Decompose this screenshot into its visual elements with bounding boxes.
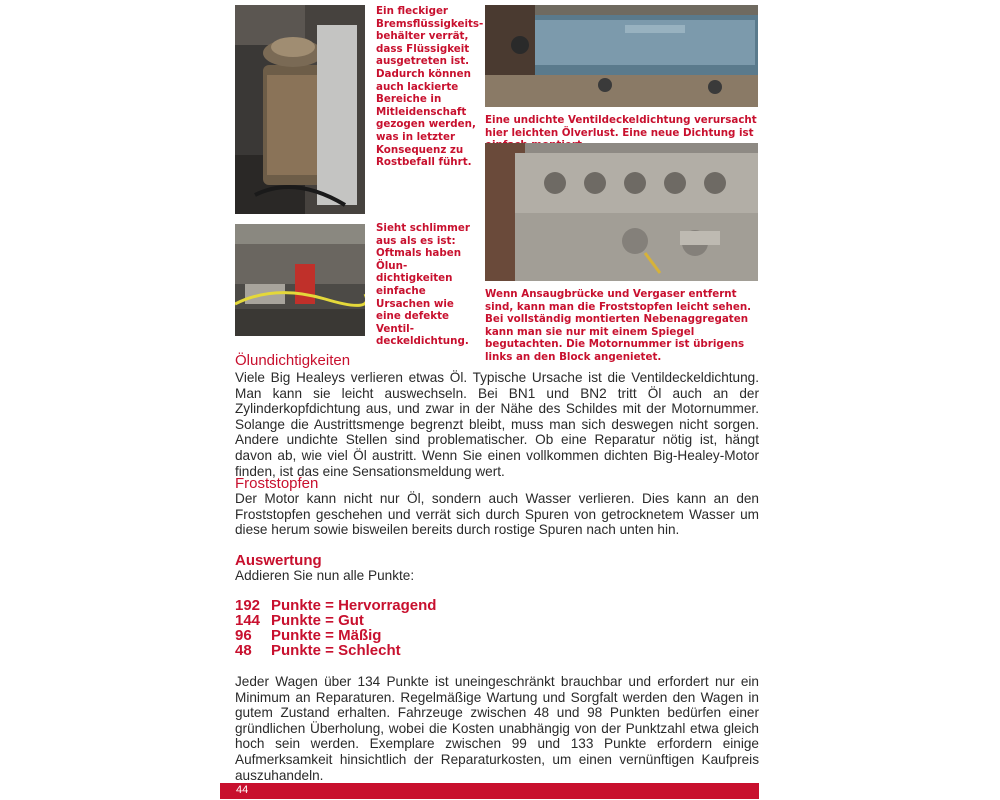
section-text-frost: Der Motor kann nicht nur Öl, sondern auch Wasser verlieren. Dies kann an den Froststopfen geschehen und verrät sich durch Spuren von getrocknetem Wasser um diese herum sowie bisweilen bereits durch rostige Spuren nach unten hin. (235, 491, 759, 538)
score-points: 144 (235, 612, 261, 629)
photo-engine-frost-plugs (485, 143, 758, 281)
page-number: 44 (236, 784, 249, 796)
photo-valve-cover (485, 5, 758, 107)
score-points: 48 (235, 642, 252, 659)
page-footer (220, 783, 759, 799)
score-label: Punkte = Hervorragend (271, 597, 437, 614)
photo-oil-leak (235, 224, 365, 336)
caption-brake-fluid: Ein fleckiger Bremsflüssigkeitsbehälter verrät, dass Flüssigkeit ausgetreten ist. Dadurch können auch lackierte Bereiche in Mitleidenschaft gezogen werden, was in letzter Konsequenz zu Rostbefall führt. (376, 5, 484, 169)
evaluation-intro: Addieren Sie nun alle Punkte: (235, 568, 415, 583)
caption-valve-cover: Eine undichte Ventildeckeldichtung verursacht hier leichten Ölverlust. Eine neue Dichtung ist (485, 114, 757, 139)
caption-oil-leak: Sieht schlimmer aus als es ist: Oftmals haben Ölundichtigkeiten einfache Ursachen wie eine defekte Ventildeckeldichtung. (376, 222, 470, 348)
photo-brake-fluid-reservoir (235, 5, 365, 214)
section-text-oil: Viele Big Healeys verlieren etwas Öl. Typische Ursache ist die Ventildeckeldichtung. Man kann sie leicht auswechseln. Bei BN1 und BN2 tritt Öl auch an der Zylinderkopfdichtung aus, und zwar in der Nähe des Schildes mit der Motornummer. Solange die Austrittsmenge begrenzt bleibt, muss man sich deswegen nicht sorgen. Andere undichte Stellen sind problematischer. Ob eine Reparatur nötig ist, hängt davon ab, wie viel Öl austritt. Wenn Sie einen vollkommen dichten Big-Healey-Motor finden, ist das eine Sensationsmeldung wert. (235, 370, 759, 479)
section-heading-frost: Froststopfen (235, 475, 319, 492)
score-label: Punkte = Mäßig (271, 627, 382, 644)
score-label: Punkte = Gut (271, 612, 364, 629)
caption-frost-plugs: Wenn Ansaugbrücke und Vergaser entfernt sind, kann man die Froststopfen leicht sehen. Bei vollständig montierten Nebenaggregaten kann man sie nur mit einem Spiegel begutachten. Die Motornummer ist übrigens links an den Block angenietet. (485, 288, 752, 363)
section-heading-oil: Ölundichtigkeiten (235, 352, 351, 369)
score-label: Punkte = Schlecht (271, 642, 401, 659)
section-heading-evaluation: Auswertung (235, 552, 322, 569)
evaluation-text: Jeder Wagen über 134 Punkte ist uneingeschränkt brauchbar und erfordert nur ein Minimum an Reparaturen. Regelmäßige Wartung und Sorgfalt werden den Wagen in gutem Zustand erhalten. Fahrzeuge zwischen 48 und 98 Punkten bedürfen einer gründlichen Überholung, wobei die Kosten unabhängig von der Punktzahl etwa gleich hoch sein werden. Exemplare zwischen 99 und 133 Punkte erfordern einige Aufmerksamkeit hinsichtlich der Reparaturkosten, um einen vernünftigen Kaufpreis auszuhandeln. (235, 674, 759, 783)
score-row (235, 643, 401, 658)
score-points: 96 (235, 627, 252, 644)
score-points: 192 (235, 597, 261, 614)
